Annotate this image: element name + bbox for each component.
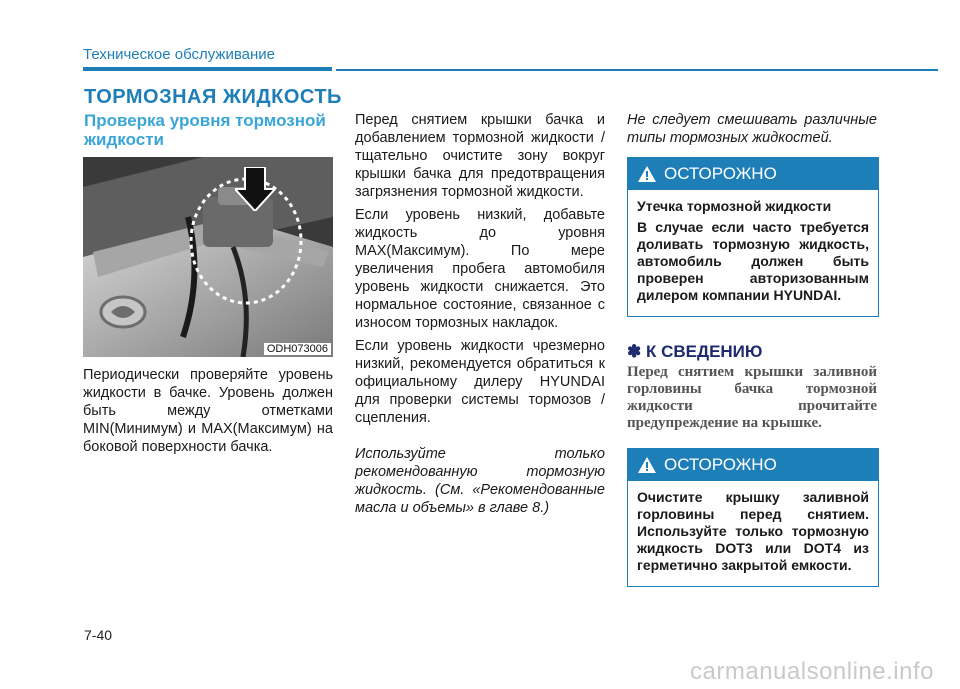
warning-box-2 bbox=[627, 448, 879, 587]
col2-paragraph-1: Перед снятием крышки бачка и добавлением тормозной жидкости / тщательно очистите зону вокруг крышки бачка для предотвращения загрязнения тормозной жидкости. bbox=[355, 112, 605, 200]
warning-title-1: ОСТОРОЖНО bbox=[664, 164, 777, 183]
warning-triangle-icon bbox=[638, 166, 656, 182]
engine-photo bbox=[83, 157, 333, 357]
col3-intro: Не следует смешивать различные типы тормозных жидкостей. bbox=[627, 112, 877, 146]
info-text: Перед снятием крышки заливной горловины бачка тормозной жидкости прочитайте предупреждение на крышке. bbox=[627, 364, 877, 431]
page-number: 7-40 bbox=[84, 627, 113, 643]
down-arrow-icon bbox=[235, 167, 275, 211]
warning-text-2: Очистите крышку заливной горловины перед снятием. Используйте только тормозную жидкость DOT3 или DOT4 из герметично закрытой емкости. bbox=[637, 489, 869, 573]
warning-text-1: В случае если часто требуется доливать тормозную жидкость, автомобиль должен быть проверен авторизованным дилером компании HYUNDAI. bbox=[637, 219, 869, 303]
warning-header-1 bbox=[628, 158, 878, 190]
info-title: ✽ К СВЕДЕНИЮ bbox=[627, 342, 763, 361]
page-heading: ТОРМОЗНАЯ ЖИДКОСТЬ bbox=[84, 86, 342, 108]
photo-code: ODH073006 bbox=[264, 343, 331, 355]
warning-box-1 bbox=[627, 157, 879, 317]
watermark: carmanualsonline.info bbox=[690, 658, 934, 685]
col2-paragraph-2: Если уровень низкий, добавьте жидкость до уровня MAX(Максимум). По мере увеличения пробега автомобиля уровень жидкости снижается. Это нормальное состояние, связанное с износом тормозных накладок. bbox=[355, 207, 605, 331]
header-rule-thin bbox=[336, 69, 938, 71]
col2-paragraph-4: Используйте только рекомендованную тормозную жидкость. (См. «Рекомендованные масла и объемы» в главе 8.) bbox=[355, 446, 605, 516]
section-label: Техническое обслуживание bbox=[83, 46, 275, 63]
col2-paragraph-3: Если уровень жидкости чрезмерно низкий, рекомендуется обратиться к официальному дилеру HYUNDAI для проверки системы тормозов / сцепления. bbox=[355, 338, 605, 426]
warning-triangle-icon bbox=[638, 457, 656, 473]
header-rule-thick bbox=[83, 67, 332, 71]
warning-subtitle-1: Утечка тормозной жидкости bbox=[637, 198, 832, 214]
warning-title-2: ОСТОРОЖНО bbox=[664, 455, 777, 474]
subheading: Проверка уровня тормозной жидкости bbox=[84, 111, 326, 149]
col1-paragraph: Периодически проверяйте уровень жидкости в бачке. Уровень должен быть между отметками MIN(Минимум) и MAX(Максимум) на боковой поверхности бачка. bbox=[83, 367, 333, 455]
warning-header-2 bbox=[628, 449, 878, 481]
